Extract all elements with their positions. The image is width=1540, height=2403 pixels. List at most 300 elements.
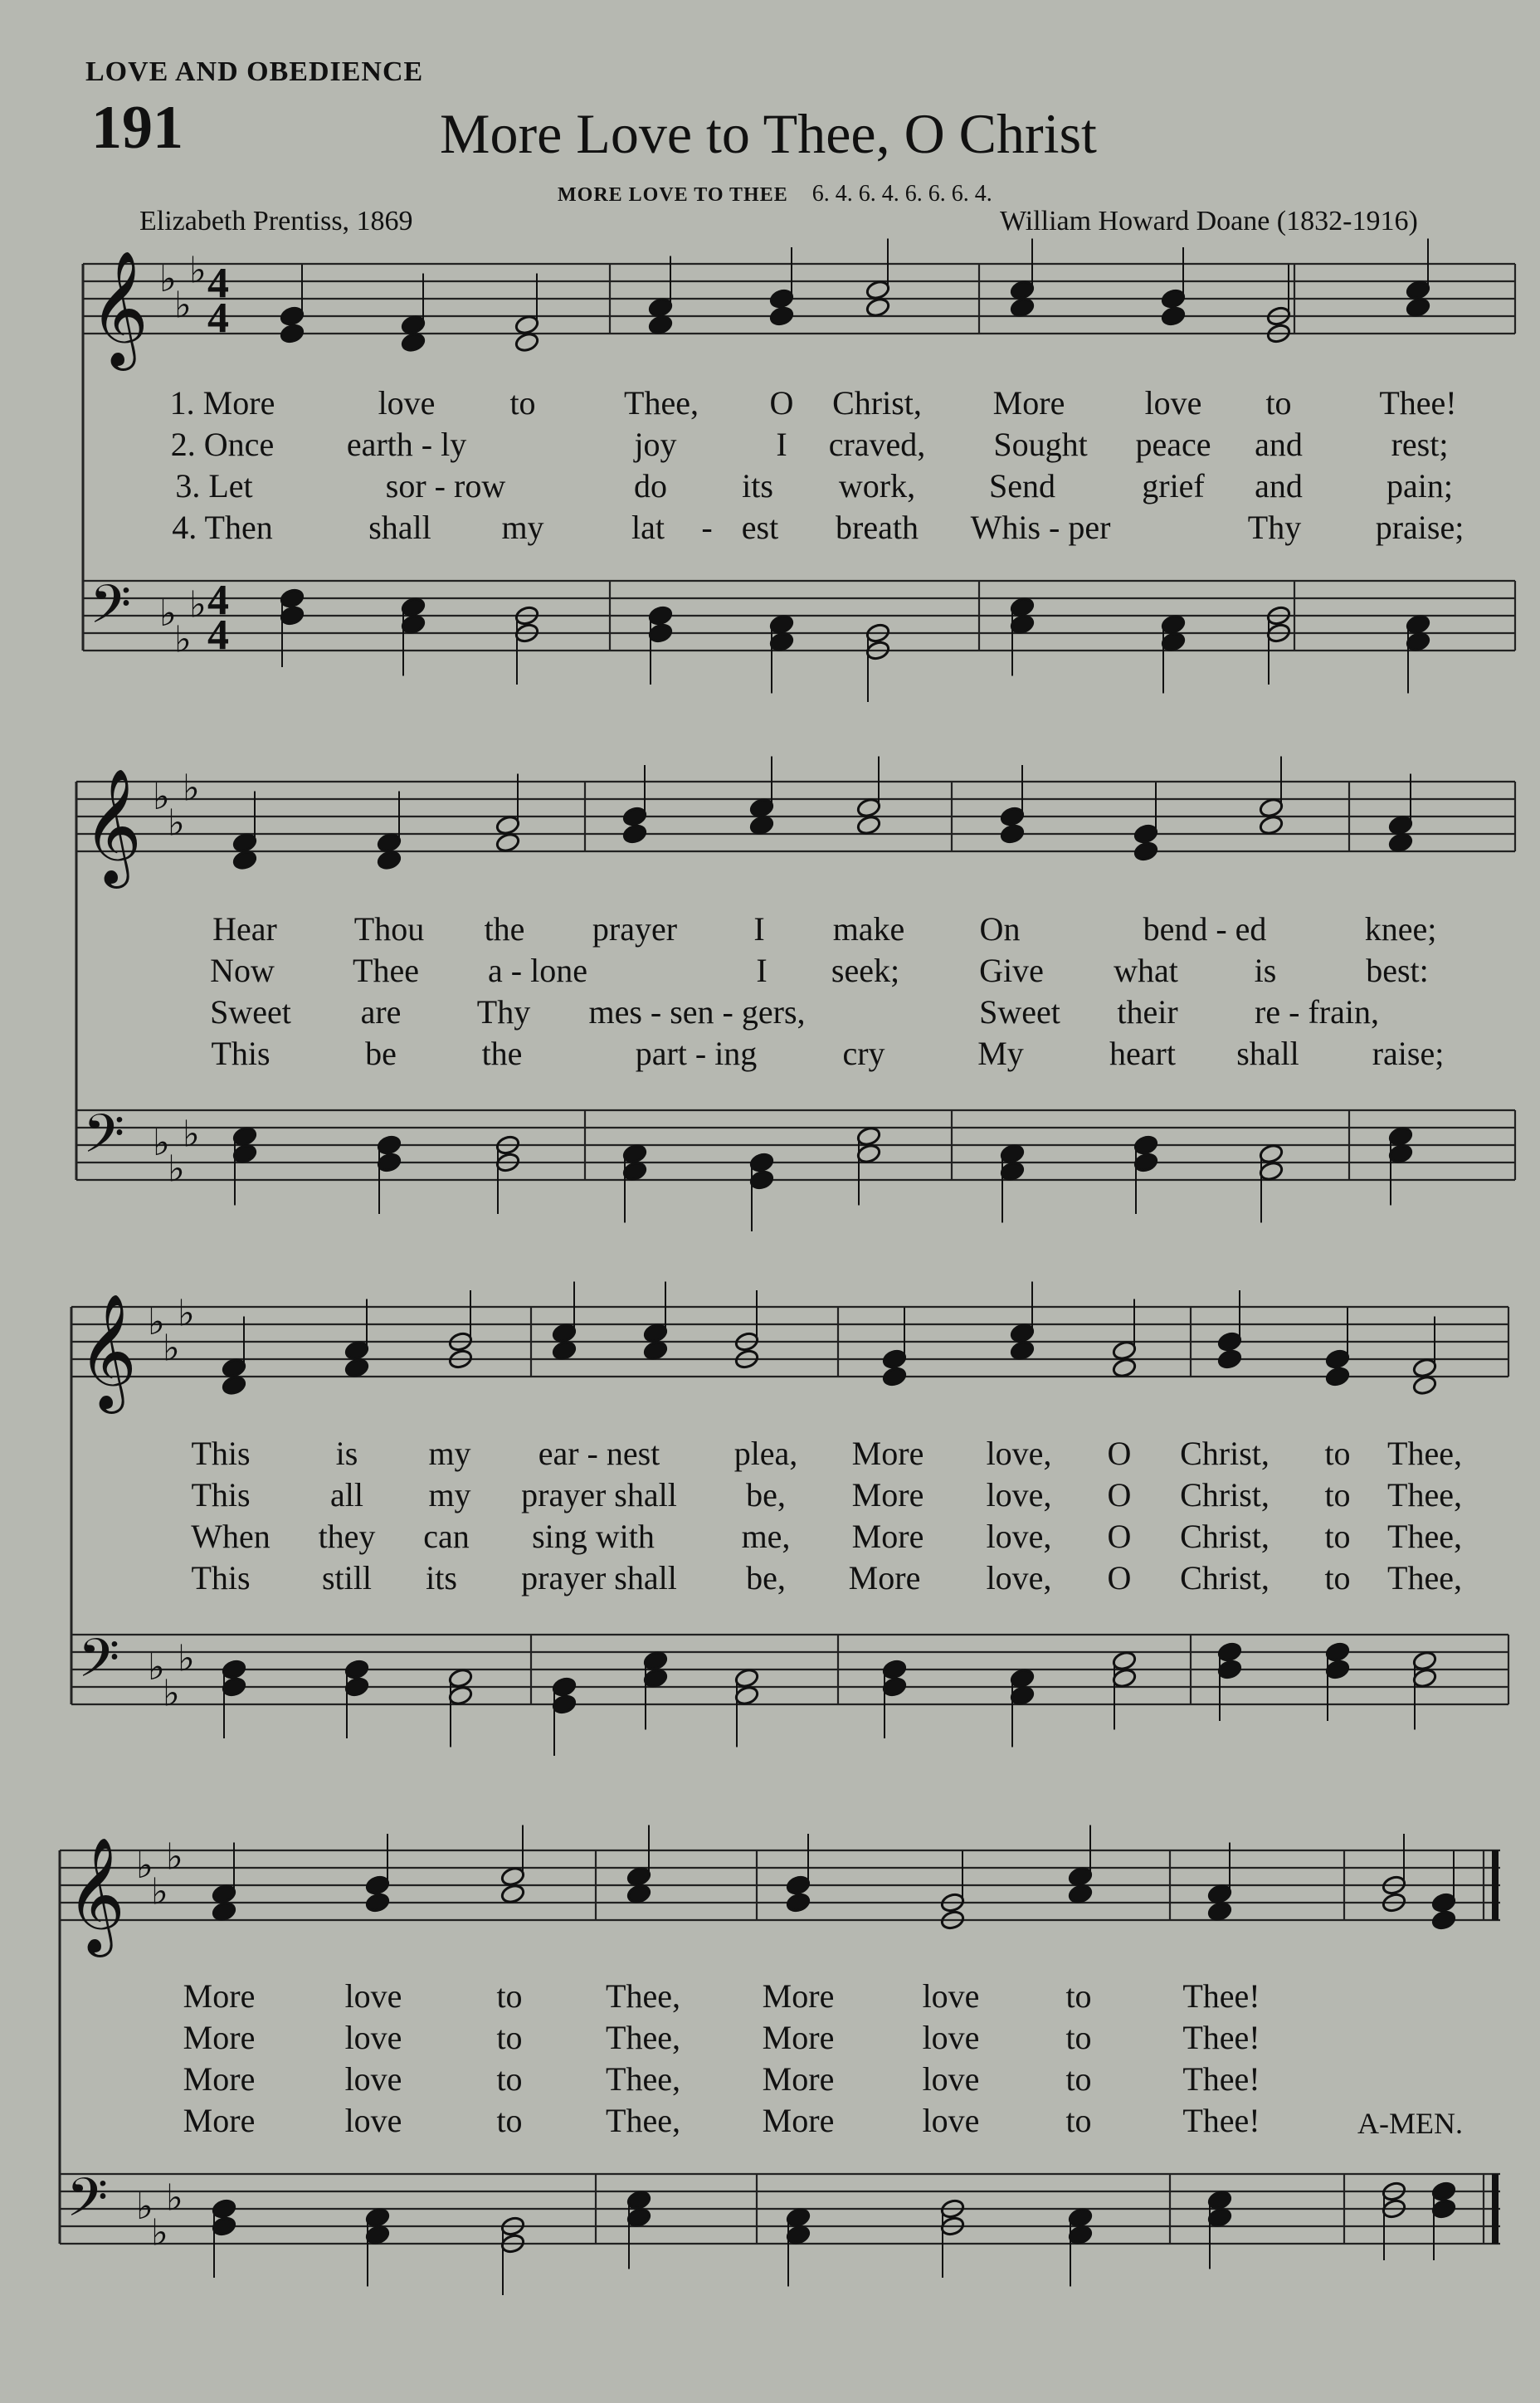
flat-icon: ♭: [136, 2186, 154, 2228]
lyric-syllable: Hear: [212, 910, 277, 948]
treble-note-head: [626, 1884, 652, 1905]
treble-clef-icon: 𝄞: [83, 768, 142, 884]
lyric-syllable: to: [1324, 1518, 1351, 1555]
flat-icon: ♭: [151, 2211, 168, 2254]
bass-note-head: [648, 622, 674, 644]
lyric-syllable: This: [191, 1435, 251, 1472]
flat-icon: ♭: [183, 1113, 200, 1156]
lyric-syllable: This: [191, 1476, 251, 1513]
treble-note-head: [1217, 1331, 1243, 1353]
lyric-syllable: Thy: [476, 993, 531, 1031]
lyric-syllable: O: [769, 384, 794, 422]
lyric-syllable: Thee,: [606, 2019, 680, 2056]
flat-icon: ♭: [189, 249, 207, 292]
lyric-syllable: they: [318, 1518, 376, 1555]
bass-note-head: [401, 597, 426, 618]
lyric-syllable: Thee!: [1379, 384, 1457, 422]
lyric-syllable: Sweet: [210, 993, 291, 1031]
treble-note-head: [749, 815, 775, 836]
tune-name: MORE LOVE TO THEE: [558, 184, 788, 206]
treble-note-head: [280, 323, 305, 344]
lyric-syllable: Thou: [353, 910, 425, 948]
bass-note-head: [1325, 1641, 1351, 1663]
treble-note-head: [365, 1892, 391, 1913]
bass-note-head: [448, 1685, 474, 1707]
author-credit: Elizabeth Prentiss, 1869: [139, 206, 413, 236]
lyric-syllable: 3. Let: [175, 467, 253, 504]
treble-note-head: [1010, 1323, 1036, 1344]
lyric-syllable: Thee,: [1387, 1559, 1462, 1596]
treble-note-head: [1000, 806, 1026, 827]
lyric-syllable: Thee: [353, 952, 419, 989]
lyric-syllable: work,: [838, 467, 916, 504]
treble-note-head: [882, 1366, 908, 1387]
time-signature-digit: 4: [207, 259, 229, 307]
lyric-syllable: Thee,: [624, 384, 699, 422]
treble-note-head: [1207, 1884, 1233, 1905]
flat-icon: ♭: [148, 1646, 165, 1689]
flat-icon: ♭: [168, 802, 185, 845]
treble-note-head: [1112, 1357, 1138, 1379]
treble-note-head: [1259, 797, 1284, 819]
treble-note-head: [749, 797, 775, 819]
lyric-syllable: Christ,: [1180, 1435, 1270, 1472]
lyric-syllable: love: [378, 384, 436, 422]
lyric-syllable: Whis - per: [970, 509, 1111, 546]
bass-note-head: [1068, 2207, 1094, 2229]
lyric-syllable: and: [1255, 426, 1303, 463]
bass-note-head: [734, 1668, 760, 1689]
bass-note-head: [1000, 1161, 1026, 1182]
lyric-syllable: earth - ly: [346, 426, 467, 463]
lyric-syllable: love: [922, 2060, 980, 2098]
treble-note-head: [500, 1866, 526, 1888]
lyric-syllable: Christ,: [1180, 1518, 1270, 1555]
lyric-syllable: be: [365, 1035, 397, 1072]
flat-icon: ♭: [168, 1148, 185, 1191]
lyric-syllable: me,: [741, 1518, 791, 1555]
bass-note-head: [1325, 1659, 1351, 1680]
treble-note-head: [1133, 823, 1159, 845]
treble-note-head: [514, 314, 540, 336]
bass-note-head: [1000, 1143, 1026, 1165]
lyric-syllable: can: [423, 1518, 470, 1555]
lyric-syllable: is: [1254, 952, 1277, 989]
lyric-syllable: Thee,: [606, 2102, 680, 2139]
bass-note-head: [344, 1676, 370, 1698]
treble-clef-icon: 𝄞: [78, 1294, 137, 1409]
lyric-syllable: peace: [1135, 426, 1211, 463]
bass-note-head: [1133, 1152, 1159, 1173]
treble-note-head: [769, 288, 795, 310]
bass-note-head: [1161, 614, 1187, 636]
lyric-syllable: 4. Then: [172, 509, 273, 546]
lyric-syllable: More: [762, 2019, 835, 2056]
treble-note-head: [622, 823, 648, 845]
lyric-syllable: On: [979, 910, 1021, 948]
lyric-syllable: sing with: [532, 1518, 655, 1555]
lyric-syllable: -: [701, 509, 713, 546]
bass-clef-icon: 𝄢: [66, 2167, 109, 2242]
bass-note-head: [1010, 597, 1036, 618]
lyric-syllable: plea,: [733, 1435, 798, 1472]
treble-note-head: [222, 1375, 247, 1396]
bass-note-head: [1259, 1161, 1284, 1182]
lyric-syllable: Thee,: [606, 1977, 680, 2015]
treble-note-head: [769, 305, 795, 327]
lyric-syllable: love: [922, 2019, 980, 2056]
bass-note-head: [377, 1134, 402, 1156]
lyric-syllable: to: [509, 384, 536, 422]
treble-clef-icon: 𝄞: [90, 251, 149, 366]
flat-icon: ♭: [189, 583, 207, 626]
lyric-syllable: to: [1324, 1435, 1351, 1472]
lyric-syllable: O: [1107, 1518, 1132, 1555]
treble-note-head: [212, 1884, 237, 1905]
lyric-syllable: Christ,: [832, 384, 922, 422]
treble-note-head: [648, 297, 674, 319]
treble-note-head: [222, 1357, 247, 1379]
lyric-syllable: This: [191, 1559, 251, 1596]
lyric-syllable: raise;: [1372, 1035, 1445, 1072]
bass-note-head: [232, 1126, 258, 1148]
lyric-syllable: Christ,: [1180, 1476, 1270, 1513]
bass-note-head: [1112, 1650, 1138, 1672]
lyric-syllable: When: [191, 1518, 270, 1555]
lyric-syllable: to: [496, 2102, 523, 2139]
lyric-syllable: the: [484, 910, 525, 948]
bass-note-head: [448, 1668, 474, 1689]
lyric-syllable: be,: [746, 1476, 786, 1513]
flat-icon: ♭: [153, 1122, 170, 1164]
treble-note-head: [1068, 1884, 1094, 1905]
flat-icon: ♭: [174, 284, 192, 327]
treble-note-head: [1412, 1375, 1438, 1396]
treble-note-head: [552, 1323, 578, 1344]
treble-note-head: [1406, 297, 1431, 319]
bass-note-head: [749, 1152, 775, 1173]
lyric-syllable: be,: [746, 1559, 786, 1596]
lyric-syllable: O: [1107, 1476, 1132, 1513]
flat-icon: ♭: [166, 2176, 183, 2220]
treble-note-head: [856, 797, 882, 819]
bass-note-head: [222, 1659, 247, 1680]
bass-note-head: [1217, 1659, 1243, 1680]
bass-note-head: [648, 605, 674, 626]
treble-note-head: [1412, 1357, 1438, 1379]
treble-note-head: [1259, 815, 1284, 836]
flat-icon: ♭: [151, 1870, 168, 1913]
lyric-syllable: My: [977, 1035, 1024, 1072]
lyric-syllable: still: [321, 1559, 373, 1596]
lyric-syllable: to: [496, 2019, 523, 2056]
treble-note-head: [1112, 1340, 1138, 1362]
lyric-syllable: and: [1255, 467, 1303, 504]
treble-note-head: [1068, 1866, 1094, 1888]
treble-note-head: [1325, 1366, 1351, 1387]
bass-note-head: [552, 1694, 578, 1715]
bass-note-head: [626, 2190, 652, 2211]
lyric-syllable: This: [211, 1035, 270, 1072]
treble-note-head: [882, 1348, 908, 1370]
treble-note-head: [495, 832, 521, 854]
bass-note-head: [1112, 1668, 1138, 1689]
bass-note-head: [1412, 1668, 1438, 1689]
lyric-syllable: to: [1265, 384, 1292, 422]
flat-icon: ♭: [148, 1301, 165, 1343]
bass-note-head: [212, 2215, 237, 2237]
bass-note-head: [280, 587, 305, 609]
lyric-syllable: More: [851, 1435, 924, 1472]
lyric-syllable: Thee,: [1387, 1435, 1462, 1472]
lyric-syllable: 2. Once: [170, 426, 275, 463]
bass-note-head: [1133, 1134, 1159, 1156]
lyric-syllable: Thy: [1247, 509, 1302, 546]
lyric-syllable: Sought: [993, 426, 1088, 463]
flat-icon: ♭: [153, 776, 170, 818]
bass-note-head: [365, 2225, 391, 2246]
flat-icon: ♭: [159, 592, 177, 635]
lyric-syllable: Sweet: [979, 993, 1060, 1031]
treble-note-head: [1217, 1348, 1243, 1370]
lyric-syllable: More: [183, 2102, 256, 2139]
lyric-syllable: love,: [986, 1476, 1052, 1513]
meter: 6. 4. 6. 4. 6. 6. 6. 4.: [811, 181, 992, 207]
bass-note-head: [882, 1659, 908, 1680]
bass-note-head: [1388, 1126, 1414, 1148]
lyric-syllable: cry: [842, 1035, 885, 1072]
treble-note-head: [1431, 1892, 1457, 1913]
bass-note-head: [643, 1668, 669, 1689]
treble-note-head: [1161, 288, 1187, 310]
treble-note-head: [1388, 815, 1414, 836]
treble-note-head: [1010, 1340, 1036, 1362]
bass-note-head: [749, 1169, 775, 1191]
bass-note-head: [734, 1685, 760, 1707]
treble-note-head: [1325, 1348, 1351, 1370]
bass-note-head: [344, 1659, 370, 1680]
bass-note-head: [1431, 2181, 1457, 2202]
bass-note-head: [1412, 1650, 1438, 1672]
treble-note-head: [622, 806, 648, 827]
bass-note-head: [882, 1676, 908, 1698]
lyric-syllable: est: [741, 509, 779, 546]
bass-note-head: [1010, 614, 1036, 636]
lyric-syllable: More: [183, 2060, 256, 2098]
treble-note-head: [280, 305, 305, 327]
treble-note-head: [1161, 305, 1187, 327]
lyric-syllable: Thee,: [1387, 1476, 1462, 1513]
bass-note-head: [232, 1143, 258, 1165]
lyric-syllable: love: [344, 2102, 402, 2139]
bass-note-head: [856, 1143, 882, 1165]
lyric-syllable: rest;: [1391, 426, 1449, 463]
bass-note-head: [377, 1152, 402, 1173]
lyric-syllable: best:: [1366, 952, 1429, 989]
bass-note-head: [401, 614, 426, 636]
lyric-syllable: sor - row: [385, 467, 506, 504]
lyric-syllable: joy: [634, 426, 677, 463]
lyric-syllable: Christ,: [1180, 1559, 1270, 1596]
lyric-syllable: what: [1114, 952, 1178, 989]
lyric-syllable: are: [360, 993, 402, 1031]
lyric-syllable: shall: [1236, 1035, 1299, 1072]
lyric-syllable: O: [1107, 1435, 1132, 1472]
lyric-syllable: praise;: [1375, 509, 1464, 546]
bass-note-head: [786, 2207, 811, 2229]
lyric-syllable: love: [922, 1977, 980, 2015]
lyric-syllable: all: [330, 1476, 363, 1513]
lyric-syllable: make: [832, 910, 905, 948]
bass-note-head: [856, 1126, 882, 1148]
lyric-syllable: love: [1144, 384, 1202, 422]
treble-note-head: [856, 815, 882, 836]
lyric-syllable: Thee!: [1182, 2060, 1260, 2098]
bass-note-head: [1406, 614, 1431, 636]
lyric-syllable: lat: [631, 509, 665, 546]
bass-note-head: [222, 1676, 247, 1698]
lyric-syllable: to: [1065, 2060, 1092, 2098]
lyric-syllable: prayer: [592, 910, 678, 948]
treble-note-head: [344, 1340, 370, 1362]
lyric-syllable: Send: [989, 467, 1055, 504]
bass-note-head: [1388, 1143, 1414, 1165]
flat-icon: ♭: [163, 1672, 180, 1715]
treble-note-head: [514, 332, 540, 353]
lyric-syllable: the: [481, 1035, 523, 1072]
lyric-syllable: to: [1065, 2102, 1092, 2139]
lyric-syllable: love,: [986, 1559, 1052, 1596]
hymn-title: More Love to Thee, O Christ: [440, 102, 1097, 165]
lyric-syllable: More: [851, 1518, 924, 1555]
lyric-syllable: to: [1324, 1559, 1351, 1596]
treble-note-head: [786, 1892, 811, 1913]
lyric-syllable: More: [851, 1476, 924, 1513]
lyric-syllable: to: [1324, 1476, 1351, 1513]
lyric-syllable: prayer shall: [521, 1559, 677, 1596]
bass-note-head: [769, 614, 795, 636]
bass-note-head: [622, 1161, 648, 1182]
lyric-syllable: I: [753, 910, 765, 948]
lyric-syllable: knee;: [1364, 910, 1437, 948]
lyric-syllable: love: [922, 2102, 980, 2139]
treble-note-head: [377, 850, 402, 871]
flat-icon: ♭: [163, 1327, 180, 1370]
treble-note-head: [344, 1357, 370, 1379]
treble-note-head: [648, 314, 674, 336]
lyric-syllable: More: [762, 1977, 835, 2015]
bass-note-head: [1259, 1143, 1284, 1165]
lyric-syllable: Thee,: [1387, 1518, 1462, 1555]
lyric-syllable: seek;: [831, 952, 900, 989]
lyric-syllable: I: [776, 426, 787, 463]
lyric-syllable: craved,: [828, 426, 926, 463]
lyric-syllable: breath: [836, 509, 919, 546]
lyric-syllable: part - ing: [635, 1035, 758, 1072]
treble-note-head: [643, 1340, 669, 1362]
treble-note-head: [365, 1874, 391, 1896]
section-heading: LOVE AND OBEDIENCE: [85, 56, 424, 87]
bass-note-head: [1406, 631, 1431, 653]
treble-note-head: [232, 850, 258, 871]
bass-note-head: [1068, 2225, 1094, 2246]
lyric-syllable: to: [1065, 2019, 1092, 2056]
lyric-syllable: grief: [1142, 467, 1205, 504]
lyric-syllable: Now: [210, 952, 275, 989]
treble-note-head: [1133, 841, 1159, 862]
flat-icon: ♭: [178, 1637, 195, 1680]
lyric-syllable: heart: [1109, 1035, 1176, 1072]
lyric-syllable: love: [344, 1977, 402, 2015]
bass-note-head: [1010, 1668, 1036, 1689]
lyric-syllable: shall: [368, 509, 431, 546]
flat-icon: ♭: [166, 1835, 183, 1879]
treble-note-head: [1406, 280, 1431, 301]
bass-note-head: [1431, 2198, 1457, 2220]
bass-note-head: [769, 631, 795, 653]
treble-note-head: [643, 1323, 669, 1344]
bass-note-head: [552, 1676, 578, 1698]
treble-note-head: [1000, 823, 1026, 845]
treble-note-head: [1388, 832, 1414, 854]
treble-note-head: [401, 332, 426, 353]
time-signature-digit: 4: [207, 576, 229, 624]
lyric-syllable: my: [428, 1476, 471, 1513]
bass-note-head: [786, 2225, 811, 2246]
lyric-syllable: love,: [986, 1518, 1052, 1555]
lyric-syllable: to: [496, 2060, 523, 2098]
treble-note-head: [1010, 297, 1036, 319]
bass-note-head: [280, 605, 305, 626]
treble-note-head: [377, 832, 402, 854]
treble-note-head: [1431, 1909, 1457, 1931]
treble-note-head: [212, 1901, 237, 1923]
lyric-syllable: mes - sen - gers,: [588, 993, 806, 1031]
treble-note-head: [1207, 1901, 1233, 1923]
lyric-syllable: bend - ed: [1143, 910, 1267, 948]
amen-text: A-MEN.: [1357, 2107, 1463, 2140]
bass-note-head: [365, 2207, 391, 2229]
lyric-syllable: More: [848, 1559, 921, 1596]
treble-note-head: [1010, 280, 1036, 301]
bass-note-head: [1217, 1641, 1243, 1663]
time-signature-digit: 4: [207, 611, 229, 659]
treble-note-head: [865, 280, 891, 301]
treble-note-head: [786, 1874, 811, 1896]
lyric-syllable: prayer shall: [521, 1476, 677, 1513]
lyric-syllable: More: [992, 384, 1065, 422]
bass-clef-icon: 𝄢: [83, 1104, 125, 1178]
bass-note-head: [1161, 631, 1187, 653]
bass-note-head: [622, 1143, 648, 1165]
bass-note-head: [626, 2207, 652, 2229]
lyric-syllable: More: [183, 2019, 256, 2056]
lyric-syllable: Thee!: [1182, 2019, 1260, 2056]
lyric-syllable: to: [496, 1977, 523, 2015]
lyric-syllable: Give: [979, 952, 1044, 989]
lyric-syllable: my: [501, 509, 544, 546]
lyric-syllable: a - lone: [488, 952, 587, 989]
lyric-syllable: my: [428, 1435, 471, 1472]
lyric-syllable: Thee!: [1182, 2102, 1260, 2139]
flat-icon: ♭: [183, 767, 200, 810]
lyric-syllable: O: [1107, 1559, 1132, 1596]
lyric-syllable: its: [742, 467, 773, 504]
flat-icon: ♭: [174, 618, 192, 661]
lyric-syllable: More: [762, 2102, 835, 2139]
bass-note-head: [643, 1650, 669, 1672]
lyric-syllable: love,: [986, 1435, 1052, 1472]
